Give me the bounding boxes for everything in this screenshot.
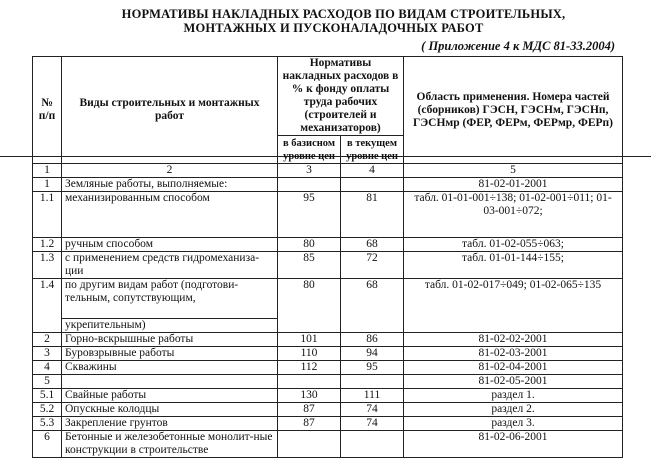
- row-work: Опускные колодцы: [62, 403, 278, 417]
- row-work: с применением средств гидромеханиза-ции: [62, 252, 278, 279]
- row-base: 85: [278, 252, 341, 279]
- table-row: [33, 431, 623, 458]
- row-base: [278, 431, 341, 458]
- table-row: [33, 361, 623, 375]
- row-work: ручным способом: [62, 238, 278, 252]
- row-num: 3: [33, 347, 62, 361]
- table-row-continuation: [33, 319, 623, 333]
- reference-note: ( Приложение 4 к МДС 81-33.2004): [421, 39, 615, 53]
- table-row: [33, 389, 623, 403]
- row-area: 81-02-04-2001: [404, 361, 623, 375]
- row-num: 1: [33, 178, 62, 192]
- row-current: 68: [341, 279, 404, 319]
- row-area: табл. 01-01-001÷138; 01-02-001÷011; 01-03-001÷072;: [404, 192, 623, 238]
- row-work: Буровзрывные работы: [62, 347, 278, 361]
- row-current: 72: [341, 252, 404, 279]
- row-area: табл. 01-01-144÷155;: [404, 252, 623, 279]
- row-work: механизированным способом: [62, 192, 278, 238]
- row-work: [62, 375, 278, 389]
- row-current: [341, 375, 404, 389]
- table-row: [33, 192, 623, 238]
- row-num: 1.4: [33, 279, 62, 319]
- row-base: 95: [278, 192, 341, 238]
- row-current: [341, 178, 404, 192]
- table-row: [33, 252, 623, 279]
- table-row: [33, 238, 623, 252]
- row-area: раздел 3.: [404, 417, 623, 431]
- row-work: Земляные работы, выполняемые:: [62, 178, 278, 192]
- row-work-continued: укрепительным): [62, 319, 278, 333]
- row-area: табл. 01-02-017÷049; 01-02-065÷135: [404, 279, 623, 319]
- col-number: 2: [62, 164, 278, 178]
- row-base: 80: [278, 238, 341, 252]
- header-num: № п/п: [33, 57, 62, 164]
- table-row: [33, 347, 623, 361]
- row-area: 81-02-05-2001: [404, 375, 623, 389]
- row-area: 81-02-06-2001: [404, 431, 623, 458]
- row-num: 1.2: [33, 238, 62, 252]
- row-num: 5.3: [33, 417, 62, 431]
- table-row: [33, 375, 623, 389]
- row-num: 2: [33, 333, 62, 347]
- header-application-area: Область применения. Номера частей (сборников) ГЭСН, ГЭСНм, ГЭСНп, ГЭСНмр (ФЕР, ФЕРм, ФЕРмр, ФЕРп): [404, 57, 623, 164]
- row-area: 81-02-02-2001: [404, 333, 623, 347]
- row-num: 5.1: [33, 389, 62, 403]
- row-work: Свайные работы: [62, 389, 278, 403]
- row-base: 130: [278, 389, 341, 403]
- row-area: 81-02-01-2001: [404, 178, 623, 192]
- row-base: [278, 375, 341, 389]
- row-current: 74: [341, 417, 404, 431]
- header-work-type: Виды строительных и монтажных работ: [62, 57, 278, 164]
- header-current-prices: в текущем уровне цен: [341, 136, 404, 164]
- row-num: 5: [33, 375, 62, 389]
- col-number: 3: [278, 164, 341, 178]
- row-work: Скважины: [62, 361, 278, 375]
- header-norms: Нормативы накладных расходов в % к фонду оплаты труда рабочих (строителей и механизаторов): [278, 57, 404, 136]
- col-number: 5: [404, 164, 623, 178]
- header-base-prices: в базисном уровне цен: [278, 136, 341, 164]
- row-base: 87: [278, 403, 341, 417]
- row-base: 110: [278, 347, 341, 361]
- row-base: 80: [278, 279, 341, 319]
- row-current: 94: [341, 347, 404, 361]
- row-num: 4: [33, 361, 62, 375]
- row-base: 112: [278, 361, 341, 375]
- row-work: Бетонные и железобетонные монолит-ные конструкции в строительстве: [62, 431, 278, 458]
- row-current: 111: [341, 389, 404, 403]
- row-area: табл. 01-02-055÷063;: [404, 238, 623, 252]
- row-num: 1.1: [33, 192, 62, 238]
- row-num: 6: [33, 431, 62, 458]
- row-work: по другим видам работ (подготови-тельным, сопутствующим,: [62, 279, 278, 319]
- document-title-line1: НОРМАТИВЫ НАКЛАДНЫХ РАСХОДОВ ПО ВИДАМ СТРОИТЕЛЬНЫХ,: [121, 7, 566, 21]
- overhead-norms-table: [32, 56, 623, 458]
- row-current: 95: [341, 361, 404, 375]
- col-number: 4: [341, 164, 404, 178]
- row-area: раздел 2.: [404, 403, 623, 417]
- row-num: 5.2: [33, 403, 62, 417]
- row-current: 81: [341, 192, 404, 238]
- row-current: 68: [341, 238, 404, 252]
- col-number: 1: [33, 164, 62, 178]
- table-row: [33, 403, 623, 417]
- row-base: 87: [278, 417, 341, 431]
- row-area: 81-02-03-2001: [404, 347, 623, 361]
- row-work: Горно-вскрышные работы: [62, 333, 278, 347]
- row-base: 101: [278, 333, 341, 347]
- row-work: Закрепление грунтов: [62, 417, 278, 431]
- row-num: 1.3: [33, 252, 62, 279]
- table-row: [33, 178, 623, 192]
- table-row: [33, 279, 623, 319]
- table-row: [33, 333, 623, 347]
- row-area: раздел 1.: [404, 389, 623, 403]
- row-current: 74: [341, 403, 404, 417]
- row-current: 86: [341, 333, 404, 347]
- row-current: [341, 431, 404, 458]
- document-title-line2: МОНТАЖНЫХ И ПУСКОНАЛАДОЧНЫХ РАБОТ: [183, 21, 484, 35]
- table-row: [33, 417, 623, 431]
- row-base: [278, 178, 341, 192]
